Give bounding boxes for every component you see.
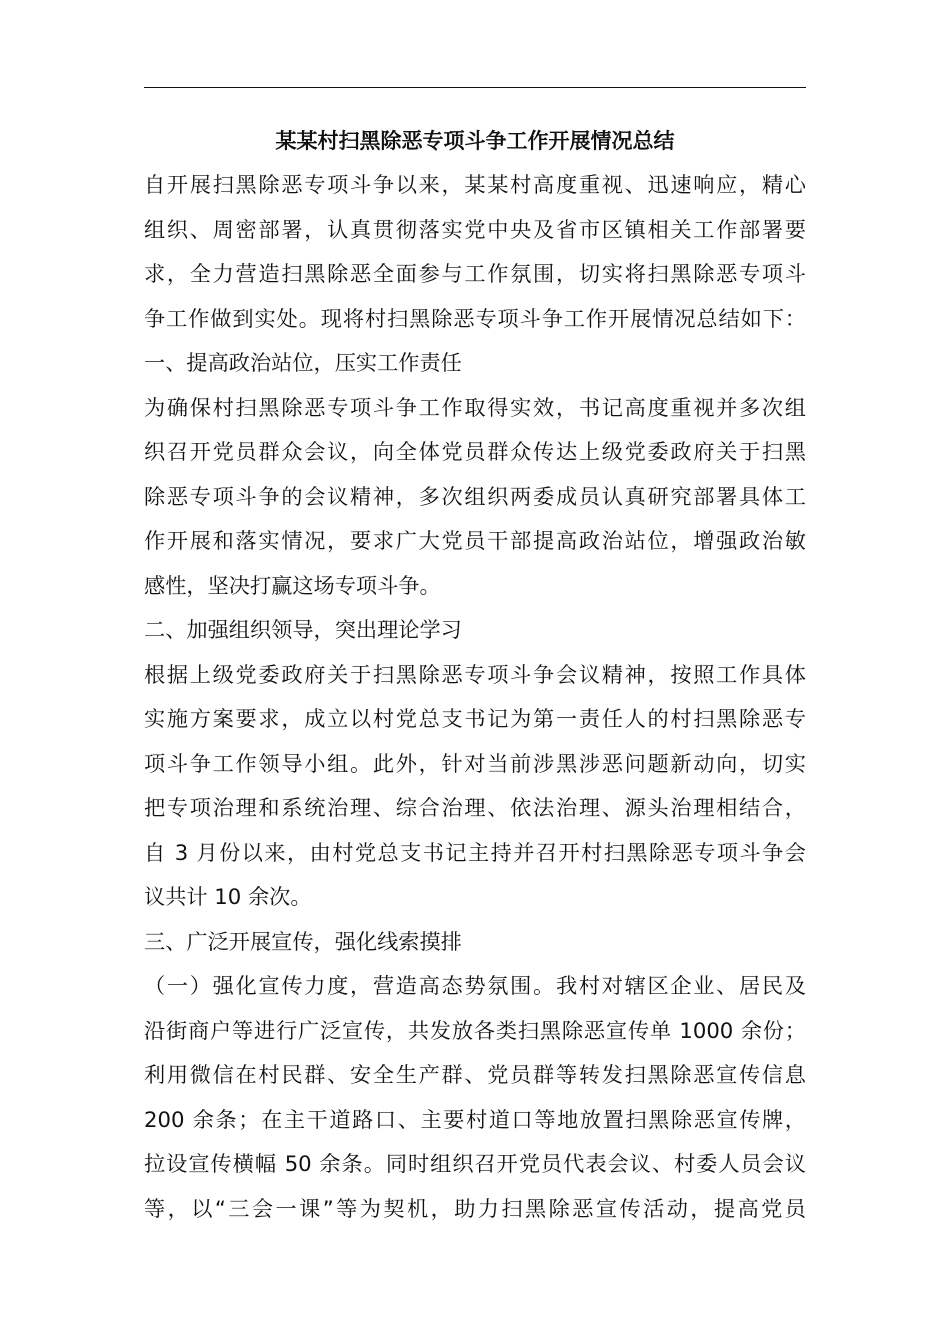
- body-line: 织召开党员群众会议，向全体党员群众传达上级党委政府关于扫黑: [144, 439, 806, 464]
- body-line: 二、加强组织领导，突出理论学习: [144, 617, 462, 642]
- document-title: 某某村扫黑除恶专项斗争工作开展情况总结: [275, 129, 675, 153]
- body-line: 求，全力营造扫黑除恶全面参与工作氛围，切实将扫黑除恶专项斗: [144, 261, 806, 286]
- body-line: 自 3 月份以来，由村党总支书记主持并召开村扫黑除恶专项斗争会: [144, 839, 806, 865]
- body-line: 作开展和落实情况，要求广大党员干部提高政治站位，增强政治敏: [144, 528, 806, 553]
- body-line: 自开展扫黑除恶专项斗争以来，某某村高度重视、迅速响应，精心: [144, 172, 806, 197]
- body-line: 争工作做到实处。现将村扫黑除恶专项斗争工作开展情况总结如下：: [144, 305, 806, 331]
- header-rule: [144, 87, 806, 88]
- body-line: 沿街商户等进行广泛宣传，共发放各类扫黑除恶宣传单 1000 余份；: [144, 1017, 806, 1043]
- body-line: 根据上级党委政府关于扫黑除恶专项斗争会议精神，按照工作具体: [144, 661, 806, 687]
- body-line: 为确保村扫黑除恶专项斗争工作取得实效，书记高度重视并多次组: [144, 394, 806, 420]
- body-line: 除恶专项斗争的会议精神，多次组织两委成员认真研究部署具体工: [144, 483, 806, 509]
- body-line: 项斗争工作领导小组。此外，针对当前涉黑涉恶问题新动向，切实: [144, 750, 806, 776]
- body-line: 拉设宣传横幅 50 余条。同时组织召开党员代表会议、村委人员会议: [144, 1151, 806, 1176]
- document-body: [144, 163, 806, 1231]
- body-line: 实施方案要求，成立以村党总支书记为第一责任人的村扫黑除恶专: [144, 706, 806, 731]
- body-line: 等，以“三会一课”等为契机，助力扫黑除恶宣传活动，提高党员: [144, 1195, 806, 1221]
- body-line: 议共计 10 余次。: [144, 884, 312, 909]
- body-line: 三、广泛开展宣传，强化线索摸排: [144, 928, 462, 954]
- body-line: 组织、周密部署，认真贯彻落实党中央及省市区镇相关工作部署要: [144, 216, 806, 242]
- body-line: 把专项治理和系统治理、综合治理、依法治理、源头治理相结合，: [144, 795, 806, 820]
- body-line: 感性，坚决打赢这场专项斗争。: [144, 572, 441, 598]
- body-line: 一、提高政治站位，压实工作责任: [144, 350, 462, 375]
- body-line: （一）强化宣传力度，营造高态势氛围。我村对辖区企业、居民及: [144, 973, 806, 998]
- body-line: 200 余条；在主干道路口、主要村道口等地放置扫黑除恶宣传牌，: [144, 1106, 806, 1132]
- body-line: 利用微信在村民群、安全生产群、党员群等转发扫黑除恶宣传信息: [144, 1062, 806, 1087]
